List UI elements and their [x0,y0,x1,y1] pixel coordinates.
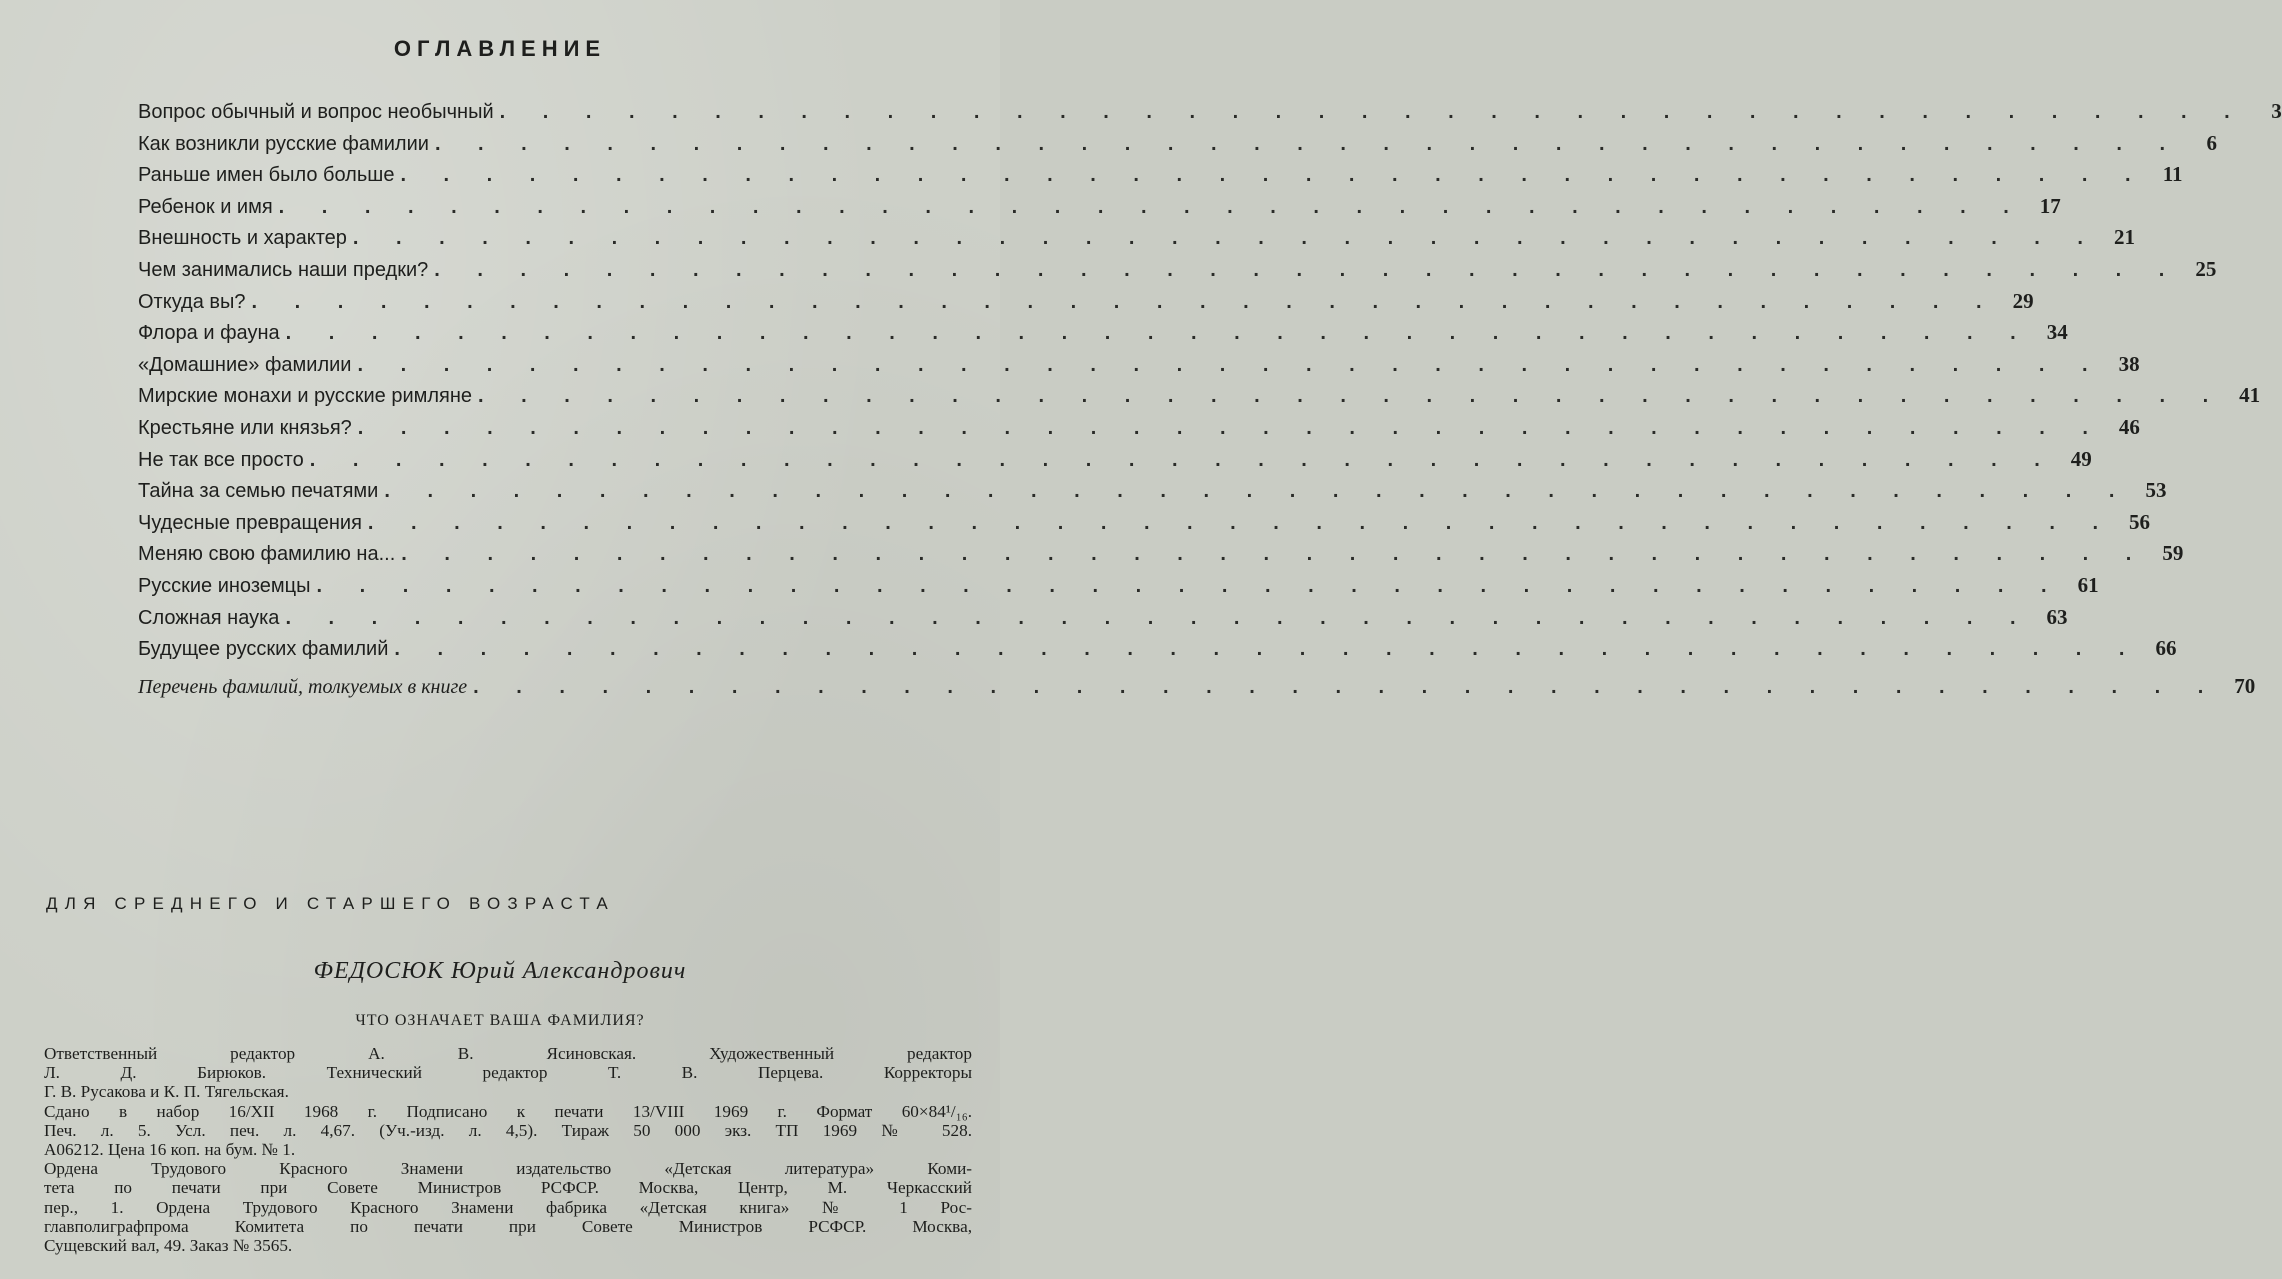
imprint-line: тета по печати при Совете Министров РСФСР. Москва, Центр, М. Черкасский [44,1178,972,1198]
toc-leader: . . . . . . . . . . . . . . . . . . . . . . . . . . . . . . . . . . . . . . . . . [352,227,2099,250]
toc-item-label: Будущее русских фамилий [138,638,389,661]
toc-leader: . . . . . . . . . . . . . . . . . . . . . . . . . . . . . . . . . . . . . . . . . [499,101,2246,123]
toc-item-page: 21 [2113,225,2135,250]
toc-item [138,159,2183,191]
toc-item-label: Сложная наука [138,606,280,629]
toc-item [138,380,2261,412]
toc-leader: . . . . . . . . . . . . . . . . . . . . . . . . . . . . . . . . . . . . . . . . . [401,543,2148,566]
imprint-line: пер., 1. Ордена Трудового Красного Знамени фабрика «Детская книга» № 1 Рос- [44,1197,972,1217]
toc-item-label: «Домашние» фамилии [138,353,352,376]
imprint-line: Печ. л. 5. Усл. печ. л. 4,67. (Уч.-изд. л. 4,5). Тираж 50 000 экз. ТП 1969 № 528. [44,1120,972,1140]
toc-item [138,128,2218,160]
toc-item-page: 38 [2118,351,2140,376]
toc-item [138,602,2068,634]
imprint-line: Сдано в набор 16/XII 1968 г. Подписано к печати 13/VIII 1969 г. Формат 60×84¹/₁₆. [44,1101,972,1121]
toc-appendix-page: 70 [2234,673,2256,698]
toc-item-label: Как возникли русские фамилии [138,132,429,155]
toc-item [138,317,2068,349]
toc-item-label: Тайна за семью печатями [138,480,379,503]
imprint-line: Г. В. Русакова и К. П. Тягельская. [44,1082,289,1102]
toc-item [138,444,2092,476]
toc-item-page: 6 [2206,130,2218,155]
toc-leader: . . . . . . . . . . . . . . . . . . . . . . . . . . . . . . . . . . . . . . . . . [434,132,2182,155]
toc-item-page: 25 [2195,256,2217,281]
toc-item-label: Внешность и характер [138,227,347,250]
toc-item [138,412,2140,444]
toc-item [138,507,2150,539]
toc-leader: . . . . . . . . . . . . . . . . . . . . . . . . . . . . . . . . . . . . . . . . . [251,290,1998,313]
toc-item-page: 11 [2162,162,2183,187]
imprint-block [44,1044,972,1255]
toc-item-label: Вопрос обычный и вопрос необычный [138,101,494,123]
toc-item [138,222,2135,254]
toc-leader: . . . . . . . . . . . . . . . . . . . . . . . . . . . . . . . . . . . . . . . . . [434,258,2181,281]
toc-item-page: 49 [2070,446,2092,471]
toc-item [138,254,2217,286]
toc-leader: . . . . . . . . . . . . . . . . . . . . . . . . . . . . . . . . . . . . . . . . . [400,164,2147,187]
toc-item-label: Раньше имен было больше [138,164,395,187]
toc-leader: . . . . . . . . . . . . . . . . . . . . . . . . . . . . . . . . . . . . . . . . . [278,195,2025,218]
toc-leader: . . . . . . . . . . . . . . . . . . . . . . . . . . . . . . . . . . . . . . . . . [357,353,2104,376]
toc-leader: . . . . . . . . . . . . . . . . . . . . . . . . . . . . . . . . . . . . . . . . . [285,606,2032,629]
toc-leader: . . . . . . . . . . . . . . . . . . . . . . . . . . . . . . . . . . . . . . . . . [473,675,2220,698]
author-name: ФЕДОСЮК Юрий Александрович [313,958,687,984]
toc-item-label: Мирские монахи и русские римляне [138,385,473,408]
toc-leader: . . . . . . . . . . . . . . . . . . . . . . . . . . . . . . . . . . . . . . . . . [367,511,2114,534]
toc-item-page: 61 [2077,572,2099,597]
toc-item [138,191,2061,223]
toc-item [138,570,2099,602]
toc-item-page: 17 [2039,193,2061,218]
toc-item-page: 66 [2155,636,2177,661]
imprint-line: Ответственный редактор А. В. Ясиновская. Художественный редактор [44,1044,972,1063]
imprint-line: Ордена Трудового Красного Знамени издательство «Детская литература» Коми- [44,1159,972,1179]
toc-leader: . . . . . . . . . . . . . . . . . . . . . . . . . . . . . . . . . . . . . . . . . [309,448,2056,471]
toc-item-label: Меняю свою фамилию на... [138,543,396,566]
toc-item [138,349,2140,381]
toc-leader: . . . . . . . . . . . . . . . . . . . . . . . . . . . . . . . . . . . . . . . . . [316,574,2063,597]
imprint-line: Сущевский вал, 49. Заказ № 3565. [44,1236,293,1256]
toc-leader: . . . . . . . . . . . . . . . . . . . . . . . . . . . . . . . . . . . . . . . . . [478,385,2225,408]
toc-item-page: 34 [2046,320,2068,345]
toc-item-page: 41 [2239,383,2261,408]
toc-leader: . . . . . . . . . . . . . . . . . . . . . . . . . . . . . . . . . . . . . . . . . [357,416,2104,439]
toc-item [138,633,2177,665]
toc-list [138,96,2282,702]
toc-leader: . . . . . . . . . . . . . . . . . . . . . . . . . . . . . . . . . . . . . . . . . [384,480,2131,503]
toc-item-page: 3 [2271,99,2282,123]
toc-item [138,475,2167,507]
toc-item-page: 59 [2162,541,2184,566]
toc-item-label: Крестьяне или князья? [138,416,352,439]
toc-item-label: Ребенок и имя [138,195,273,218]
toc-item [138,96,2282,128]
toc-item-page: 56 [2129,509,2150,534]
book-title: ЧТО ОЗНАЧАЕТ ВАША ФАМИЛИЯ? [355,1012,645,1029]
toc-leader: . . . . . . . . . . . . . . . . . . . . . . . . . . . . . . . . . . . . . . . . . [394,638,2141,661]
toc-item-label: Русские иноземцы [138,574,311,597]
toc-item-label: Не так все просто [138,448,304,471]
toc-item-label: Чудесные превращения [138,511,362,534]
age-group-line: ДЛЯ СРЕДНЕГО И СТАРШЕГО ВОЗРАСТА [46,894,615,913]
toc-appendix-label: Перечень фамилий, толкуемых в книге [138,675,468,698]
toc-item-page: 63 [2046,604,2068,629]
toc-item [138,286,2034,318]
toc-item-page: 53 [2145,478,2167,503]
toc-item-label: Чем занимались наши предки? [138,258,429,281]
toc-item-label: Флора и фауна [138,322,280,345]
imprint-line: А06212. Цена 16 коп. на бум. № 1. [44,1140,296,1160]
toc-item-label: Откуда вы? [138,290,246,313]
toc-item [138,538,2184,570]
toc-appendix [138,671,2256,703]
toc-leader: . . . . . . . . . . . . . . . . . . . . . . . . . . . . . . . . . . . . . . . . . [285,322,2032,345]
toc-title: ОГЛАВЛЕНИЕ [393,36,607,61]
imprint-line: Л. Д. Бирюков. Технический редактор Т. В. Перцева. Корректоры [44,1063,972,1083]
imprint-line: главполиграфпрома Комитета по печати при Совете Министров РСФСР. Москва, [44,1216,972,1236]
toc-item-page: 29 [2012,288,2034,313]
toc-item-page: 46 [2118,414,2140,439]
